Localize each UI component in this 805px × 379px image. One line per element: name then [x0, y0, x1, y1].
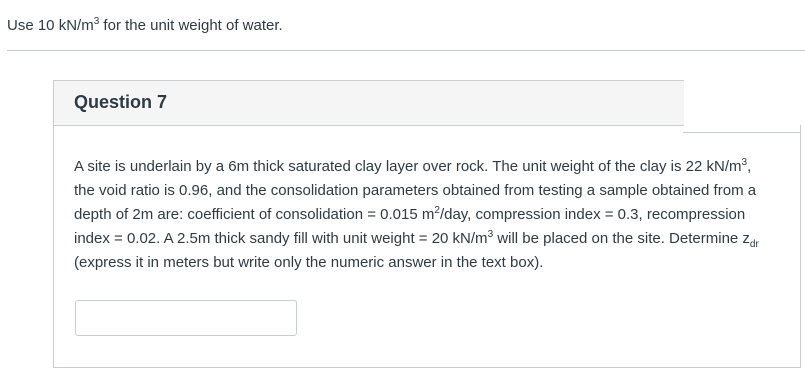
quiz-instructions [7, 16, 283, 36]
question-text-part: (express it in meters but write only the numeric answer in the text box). [74, 254, 544, 271]
question-subscript: dr [749, 239, 759, 250]
question-exponent: 3 [487, 229, 494, 240]
question-text-part: /day, compression index = 0.3, recompression index = 0.02. A 2.5m thick sandy fill with unit weight = 20 kN/m [74, 206, 746, 247]
question-text-part: , the void ratio is 0.96, and the consolidation parameters obtained from testing a sample obtained from a depth of 2m are: coefficient of consolidation = 0.015 m [74, 158, 757, 223]
question-exponent: 3 [741, 157, 748, 168]
answer-input[interactable] [75, 300, 297, 336]
question-header [53, 80, 684, 126]
question-card [53, 80, 800, 368]
question-text-part: A site is underlain by a 6m thick saturated clay layer over rock. The unit weight of the clay is 22 kN/m [74, 158, 742, 175]
question-exponent: 2 [434, 205, 440, 216]
question-text [74, 155, 774, 275]
instructions-suffix: for the unit weight of water. [99, 17, 283, 34]
instructions-prefix: Use 10 kN/m [7, 17, 94, 34]
divider [7, 50, 805, 51]
instructions-exponent: 3 [93, 16, 100, 27]
question-text-part: will be placed on the site. Determine z [493, 230, 750, 247]
question-title: Question 7 [74, 92, 168, 112]
question-body [53, 125, 801, 368]
